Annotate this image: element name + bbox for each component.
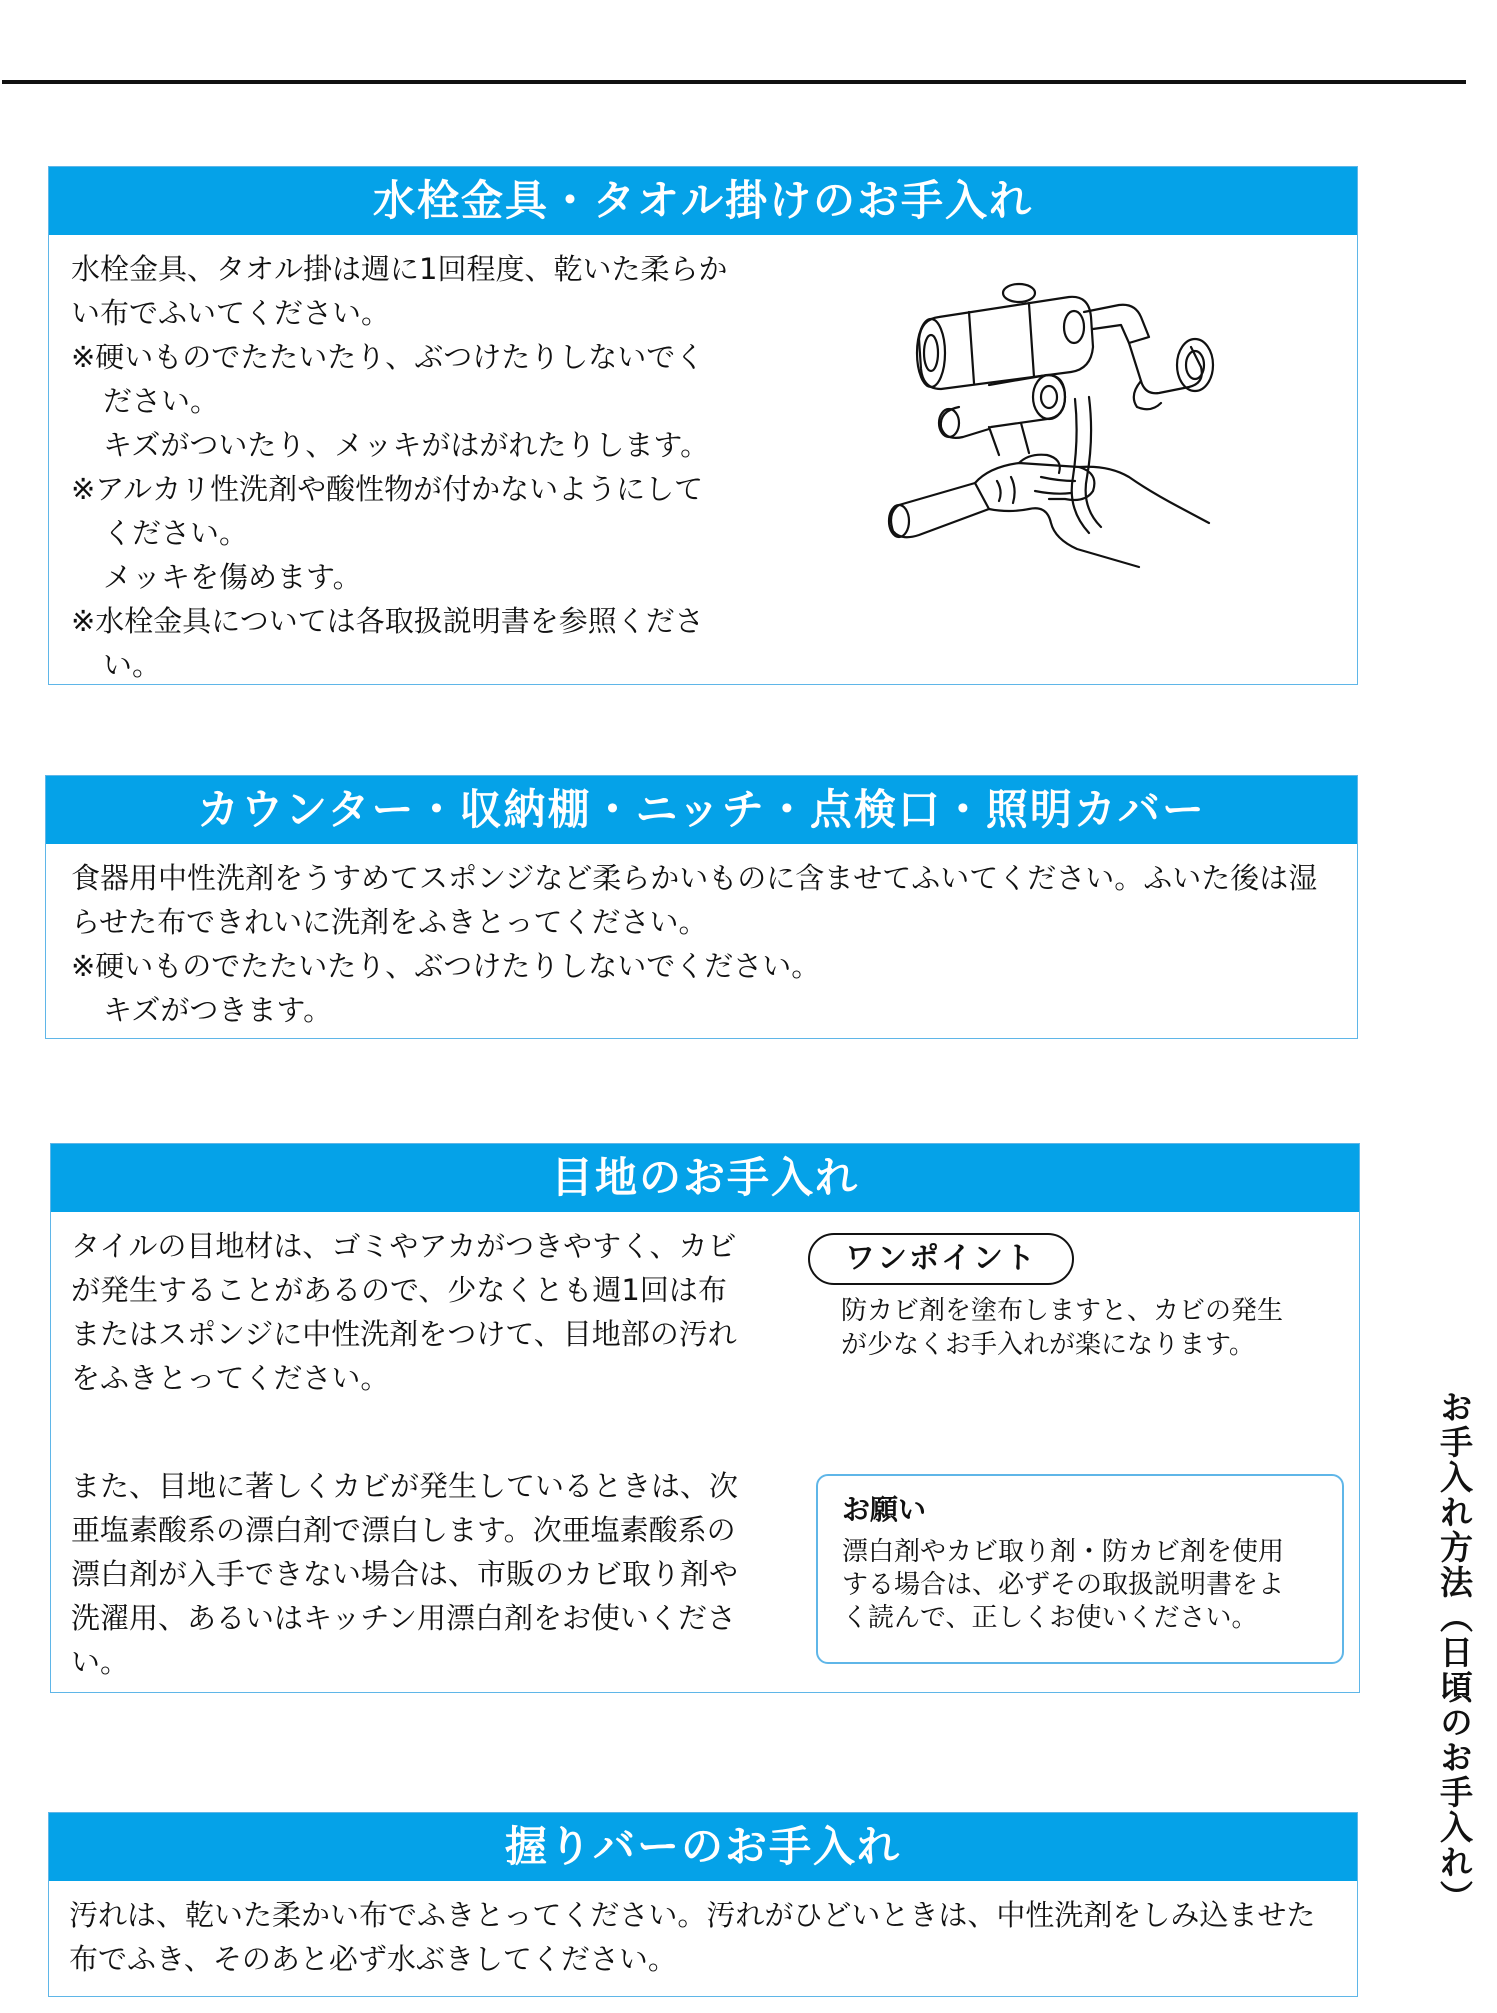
- section-title: カウンター・収納棚・ニッチ・点検口・照明カバー: [46, 776, 1357, 844]
- text-line: が発生することがあるので、少なくとも週1回は布: [71, 1273, 727, 1307]
- text-line: 食器用中性洗剤をうすめてスポンジなど柔らかいものに含ませてふいてください。ふいた後は湿: [71, 861, 1318, 895]
- top-rule: [2, 80, 1466, 84]
- counter-care-text: [71, 856, 1317, 1032]
- text-line: ださい。: [103, 384, 220, 418]
- text-line: する場合は、必ずその取扱説明書をよ: [842, 1570, 1285, 1600]
- section-title: 握りバーのお手入れ: [49, 1813, 1357, 1881]
- text-line: ※アルカリ性洗剤や酸性物が付かないようにして: [71, 472, 704, 506]
- text-line: く読んで、正しくお使いください。: [842, 1603, 1258, 1633]
- text-line: 布でふき、そのあと必ず水ぶきしてください。: [69, 1942, 677, 1976]
- joint-care-text: [71, 1224, 737, 1400]
- request-notice-box: [816, 1474, 1344, 1664]
- text-line: が少なくお手入れが楽になります。: [841, 1330, 1255, 1360]
- text-line: キズがつきます。: [103, 993, 333, 1027]
- text-line: 水栓金具、タオル掛は週に1回程度、乾いた柔らか: [71, 252, 728, 286]
- text-line: い布でふいてください。: [71, 296, 391, 330]
- text-line: 汚れは、乾いた柔かい布でふきとってください。汚れがひどいときは、中性洗剤をしみ込ませた: [69, 1898, 1316, 1932]
- text-line: 亜塩素酸系の漂白剤で漂白します。次亜塩素酸系の: [71, 1513, 736, 1547]
- text-line: 防カビ剤を塗布しますと、カビの発生: [841, 1296, 1284, 1326]
- text-line: キズがついたり、メッキがはがれたりします。: [103, 428, 710, 462]
- counter-care-section: [45, 775, 1358, 1039]
- text-line: またはスポンジに中性洗剤をつけて、目地部の汚れ: [71, 1317, 737, 1351]
- text-line: ※硬いものでたたいたり、ぶつけたりしないでください。: [71, 949, 821, 983]
- mold-bleach-text: [71, 1464, 738, 1684]
- onepoint-tip: [841, 1294, 1283, 1362]
- grab-bar-care-text: [69, 1893, 1315, 1981]
- text-line: い。: [103, 648, 162, 682]
- faucet-care-text: [71, 247, 727, 687]
- grab-bar-care-section: [48, 1812, 1358, 1997]
- text-line: メッキを傷めます。: [103, 560, 362, 594]
- section-title: 目地のお手入れ: [51, 1144, 1359, 1212]
- chapter-side-tab: お手入れ方法（日頃のお手入れ）: [1435, 1390, 1474, 1915]
- request-title: お願い: [842, 1493, 927, 1526]
- faucet-care-section: [48, 166, 1358, 685]
- text-line: ※硬いものでたたいたり、ぶつけたりしないでく: [71, 340, 705, 374]
- onepoint-badge: ワンポイント: [808, 1233, 1074, 1285]
- text-line: ※水栓金具については各取扱説明書を参照くださ: [71, 604, 704, 638]
- section-title: 水栓金具・タオル掛けのお手入れ: [49, 167, 1357, 235]
- text-line: 漂白剤が入手できない場合は、市販のカビ取り剤や: [71, 1557, 739, 1591]
- text-line: らせた布できれいに洗剤をふきとってください。: [71, 905, 708, 939]
- text-line: い。: [71, 1645, 130, 1679]
- text-line: 漂白剤やカビ取り剤・防カビ剤を使用: [842, 1537, 1285, 1567]
- text-line: ください。: [103, 516, 249, 550]
- joint-care-section: [50, 1143, 1360, 1693]
- faucet-cleaning-illustration: [879, 277, 1219, 577]
- text-line: をふきとってください。: [71, 1361, 390, 1395]
- text-line: また、目地に著しくカビが発生しているときは、次: [71, 1469, 739, 1503]
- text-line: タイルの目地材は、ゴミやアカがつきやすく、カビ: [71, 1229, 737, 1263]
- text-line: 洗濯用、あるいはキッチン用漂白剤をお使いくださ: [71, 1601, 736, 1635]
- request-text: [842, 1536, 1284, 1635]
